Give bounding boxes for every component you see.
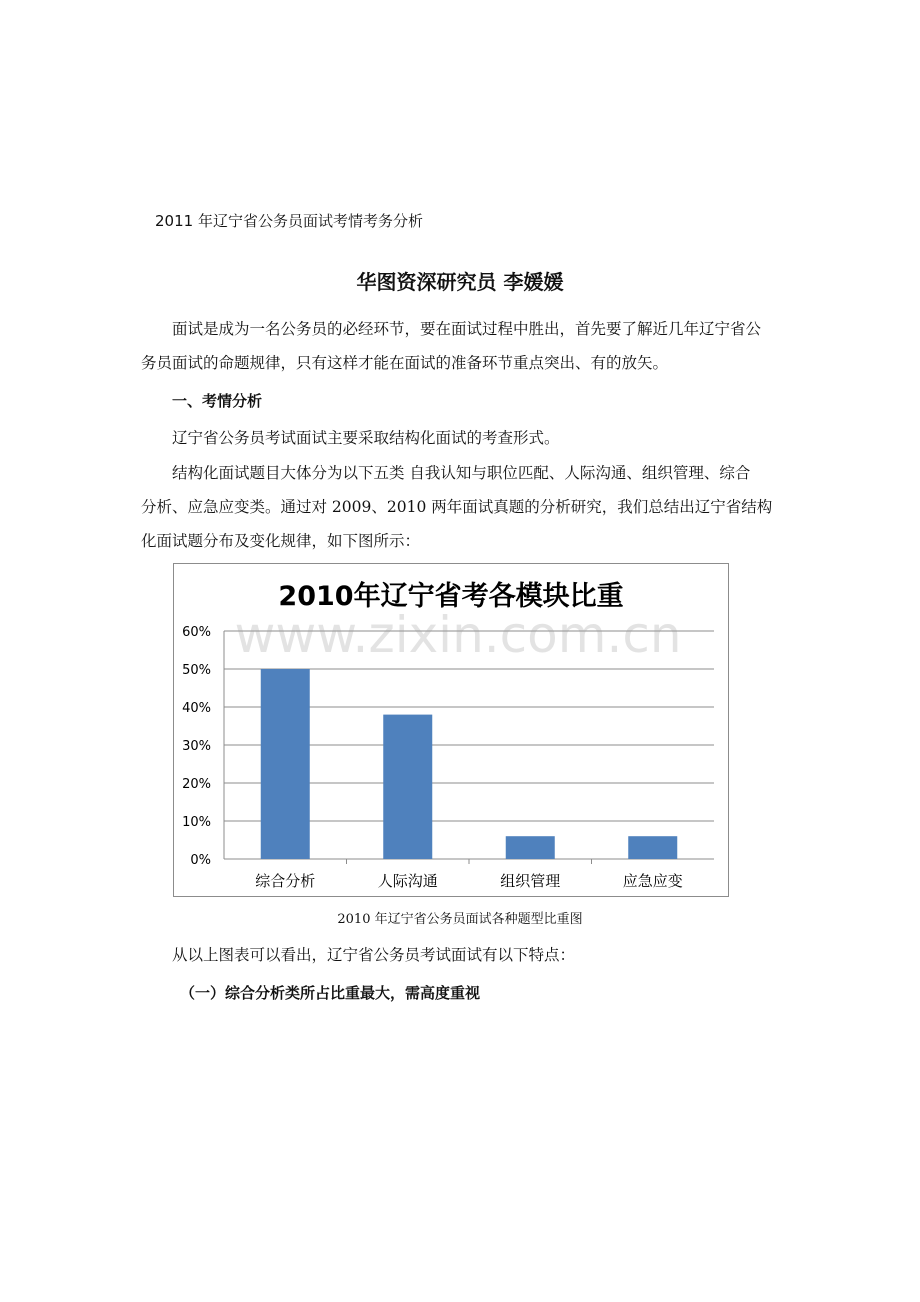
bar-chart [174, 564, 728, 896]
bar-1 [261, 669, 310, 859]
chart-title: 2010年辽宁省考各模块比重 [278, 581, 624, 612]
y-tick-label: 30% [182, 739, 211, 754]
x-category-label: 综合分析 [255, 872, 316, 890]
y-tick-label: 10% [182, 815, 211, 830]
x-category-label: 人际沟通 [377, 872, 438, 890]
y-tick-label: 40% [182, 701, 211, 716]
types-line-2: 分析、应急应变类。通过对 2009、2010 两年面试真题的分析研究，我们总结出辽宁省结构 [141, 498, 773, 516]
intro-paragraph [141, 312, 781, 380]
bar-2 [383, 715, 432, 859]
bar-3 [506, 836, 555, 859]
intro-line-2: 务员面试的命题规律，只有这样才能在面试的准备环节重点突出、有的放矢。 [141, 354, 669, 372]
chart-container [173, 563, 729, 897]
x-category-label: 应急应变 [622, 872, 683, 890]
paragraph-question-types [141, 456, 781, 558]
types-line-3: 化面试题分布及变化规律，如下图所示： [141, 532, 421, 550]
types-line-1: 结构化面试题目大体分为以下五类 自我认知与职位匹配、人际沟通、组织管理、综合 [172, 464, 751, 482]
bar-4 [628, 836, 677, 859]
document-top-title: 2011 年辽宁省公务员面试考情考务分析 [155, 212, 423, 230]
y-tick-label: 20% [182, 777, 211, 792]
y-tick-label: 60% [182, 625, 211, 640]
subheading-comprehensive-analysis: （一）综合分析类所占比重最大，需高度重视 [180, 984, 481, 1002]
chart-caption: 2010 年辽宁省公务员面试各种题型比重图 [337, 912, 583, 927]
y-tick-label: 50% [182, 663, 211, 678]
paragraph-interview-form: 辽宁省公务员考试面试主要采取结构化面试的考查形式。 [172, 429, 560, 447]
paragraph-features-intro: 从以上图表可以看出，辽宁省公务员考试面试有以下特点： [172, 946, 576, 964]
y-tick-label: 0% [190, 853, 211, 868]
section-heading-analysis: 一、考情分析 [172, 392, 263, 410]
intro-line-1: 面试是成为一名公务员的必经环节，要在面试过程中胜出，首先要了解近几年辽宁省公 [172, 320, 762, 338]
author-title: 华图资深研究员 李媛媛 [356, 270, 564, 294]
x-category-label: 组织管理 [500, 872, 561, 890]
watermark-text: www.zixin.com.cn [234, 606, 682, 664]
